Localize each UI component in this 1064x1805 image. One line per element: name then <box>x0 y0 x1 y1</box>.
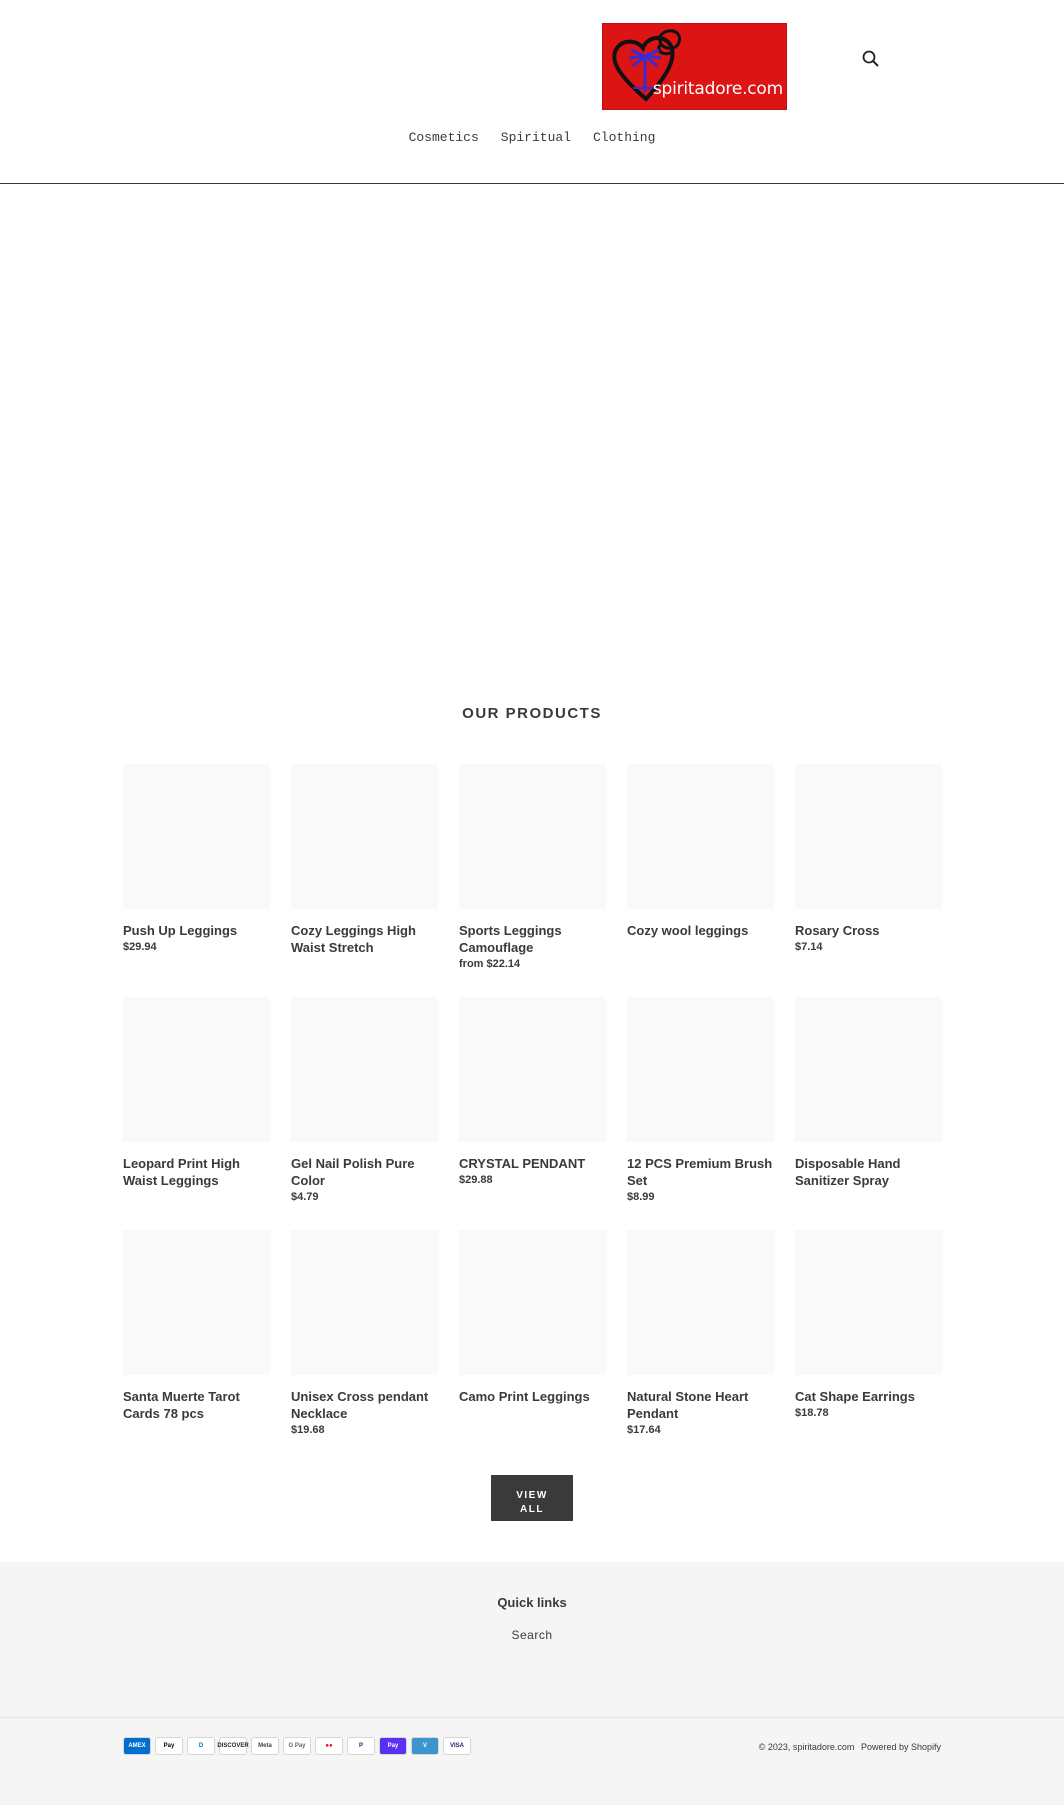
payment-label: V <box>422 1743 427 1749</box>
copyright-text: © 2023, spiritadore.com <box>758 1742 855 1752</box>
product-image[interactable] <box>291 997 438 1142</box>
site-header <box>0 0 1064 184</box>
product-image[interactable] <box>795 997 942 1142</box>
view-all-label-line1: VIEW <box>516 1489 548 1501</box>
payment-discover-icon <box>219 1737 247 1755</box>
payment-label: G Pay <box>288 1743 306 1749</box>
product-card[interactable] <box>459 764 606 997</box>
product-title[interactable]: Disposable Hand Sanitizer Spray <box>795 1156 901 1188</box>
product-price: from $22.14 <box>459 958 521 970</box>
search-button[interactable] <box>860 48 882 70</box>
product-title[interactable]: 12 PCS Premium Brush Set <box>627 1156 773 1188</box>
product-image[interactable] <box>459 997 606 1142</box>
product-title[interactable]: Santa Muerte Tarot Cards 78 pcs <box>123 1389 240 1421</box>
product-card[interactable] <box>795 1230 942 1463</box>
payment-visa-icon <box>443 1737 471 1755</box>
product-image[interactable] <box>459 1230 606 1375</box>
main-nav <box>0 130 1064 145</box>
payment-diners-club-icon <box>187 1737 215 1755</box>
site-logo[interactable] <box>602 23 787 110</box>
product-card[interactable] <box>123 997 270 1230</box>
product-image[interactable] <box>123 1230 270 1375</box>
product-card[interactable] <box>627 1230 774 1463</box>
product-price: $18.78 <box>795 1407 829 1419</box>
product-image[interactable] <box>291 764 438 909</box>
view-all-label-line2: ALL <box>520 1503 544 1515</box>
product-price: $29.88 <box>459 1174 493 1186</box>
product-image[interactable] <box>795 1230 942 1375</box>
powered-by-link[interactable]: Powered by Shopify <box>860 1742 941 1752</box>
view-all-button[interactable] <box>491 1475 573 1521</box>
product-price: $17.64 <box>627 1424 661 1436</box>
payment-shop-pay-icon <box>379 1737 407 1755</box>
product-card[interactable] <box>123 764 270 997</box>
payment-paypal-icon <box>347 1737 375 1755</box>
product-price: $29.94 <box>123 941 157 953</box>
payment-american-express-icon <box>123 1737 151 1755</box>
product-title[interactable]: Natural Stone Heart Pendant <box>627 1389 749 1421</box>
product-image[interactable] <box>291 1230 438 1375</box>
payment-label: VISA <box>449 1743 464 1749</box>
product-title[interactable]: Unisex Cross pendant Necklace <box>291 1389 429 1421</box>
product-image[interactable] <box>795 764 942 909</box>
payment-apple-pay-icon <box>155 1737 183 1755</box>
site-footer <box>0 1562 1064 1805</box>
product-card[interactable] <box>123 1230 270 1463</box>
product-title[interactable]: Cozy wool leggings <box>627 923 749 938</box>
product-title[interactable]: Push Up Leggings <box>123 923 238 938</box>
payment-mastercard-icon <box>315 1737 343 1755</box>
payment-label: AMEX <box>128 1743 146 1749</box>
product-card[interactable] <box>459 1230 606 1463</box>
quick-links-title: Quick links <box>497 1595 567 1610</box>
product-price: $7.14 <box>795 941 823 953</box>
product-title[interactable]: Cat Shape Earrings <box>795 1389 915 1404</box>
product-title[interactable]: CRYSTAL PENDANT <box>459 1156 586 1171</box>
product-price: $19.68 <box>291 1424 325 1436</box>
product-card[interactable] <box>795 997 942 1230</box>
payment-google-pay-icon <box>283 1737 311 1755</box>
payment-label: P <box>358 1743 363 1749</box>
payment-label: Meta <box>258 1743 272 1749</box>
payment-icons <box>123 1737 471 1755</box>
payment-label: Pay <box>387 1743 399 1749</box>
product-image[interactable] <box>459 764 606 909</box>
copyright <box>755 1742 941 1752</box>
product-card[interactable] <box>627 764 774 997</box>
product-title[interactable]: Leopard Print High Waist Leggings <box>123 1156 240 1188</box>
payment-label: Pay <box>163 1743 175 1749</box>
payment-meta-pay-icon <box>251 1737 279 1755</box>
product-title[interactable]: Cozy Leggings High Waist Stretch <box>291 923 416 955</box>
nav-item-clothing[interactable]: Clothing <box>593 130 656 145</box>
search-icon <box>860 48 882 70</box>
footer-divider <box>0 1717 1064 1718</box>
product-card[interactable] <box>291 764 438 997</box>
product-image[interactable] <box>627 1230 774 1375</box>
product-title[interactable]: Camo Print Leggings <box>459 1389 590 1404</box>
product-title[interactable]: Gel Nail Polish Pure Color <box>291 1156 415 1188</box>
payment-venmo-icon <box>411 1737 439 1755</box>
nav-item-cosmetics[interactable]: Cosmetics <box>408 130 479 145</box>
product-price: $4.79 <box>291 1191 319 1203</box>
product-price: $8.99 <box>627 1191 655 1203</box>
product-image[interactable] <box>123 764 270 909</box>
product-image[interactable] <box>123 997 270 1142</box>
product-card[interactable] <box>291 1230 438 1463</box>
product-card[interactable] <box>795 764 942 997</box>
product-grid <box>123 764 941 1463</box>
payment-label: D <box>198 1743 204 1749</box>
product-card[interactable] <box>291 997 438 1230</box>
product-image[interactable] <box>627 997 774 1142</box>
payment-label: ●● <box>325 1743 333 1749</box>
product-image[interactable] <box>627 764 774 909</box>
product-card[interactable] <box>459 997 606 1230</box>
footer-link-search[interactable]: Search <box>511 1628 553 1642</box>
product-title[interactable]: Rosary Cross <box>795 923 880 938</box>
logo-text: spiritadore.com <box>652 79 783 99</box>
product-card[interactable] <box>627 997 774 1230</box>
section-title: OUR PRODUCTS <box>462 705 602 722</box>
payment-label: DISCOVER <box>217 1743 249 1749</box>
product-title[interactable]: Sports Leggings Camouflage <box>459 923 562 955</box>
nav-item-spiritual[interactable]: Spiritual <box>500 130 571 145</box>
